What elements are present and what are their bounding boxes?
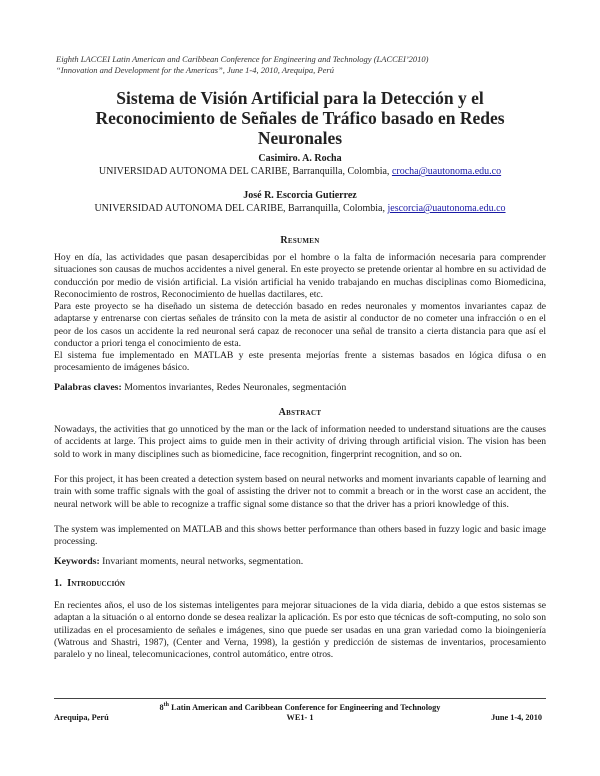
section-number: 1.: [54, 578, 62, 589]
header-theme: “Innovation and Development for the Americas”, June 1-4, 2010, Arequipa, Perú: [56, 65, 334, 75]
abstract-heading: [40, 407, 560, 418]
resumen-paragraph-3: El sistema fue implementado en MATLAB y este presenta mejorías frente a sistemas basados en lógica difusa o en procesamiento de imágenes básico.: [54, 350, 546, 374]
footer-divider: [54, 698, 546, 699]
footer-conference: [0, 702, 600, 712]
section-1-paragraph: En recientes años, el uso de los sistemas inteligentes para mejorar situaciones de la vida diaria, debido a que estos sistemas se adaptan a la situación o al entorno donde se desea realizar la aplicación. Es por esto que técnicas de soft-computing, no solo son utilizadas en el procesamiento de señales e imágenes, sino que puede ser usadas en una gran variedad como la bioingeniería (Watrous and Shastri, 1987), (Center and Verna, 1998), la gestión y predicción de sistemas de inventarios, procesamiento paralelo y no lineal, telecomunicaciones, control automático, entre otros.: [54, 600, 546, 661]
abstract-paragraph-1: Nowadays, the activities that go unnoticed by the man or the lack of information needed to understand situations are the causes of accidents at large. This project aims to guide men in their activity of driving through artificial vision. The vision has been sold to work in many disciplines such as biomedicine, face recognition, fingerprint recognition, and so on.: [54, 424, 546, 460]
footer-page-id: WE1- 1: [286, 713, 314, 722]
author-name: Casimiro. A. Rocha: [258, 153, 342, 164]
abstract-paragraph-3: The system was implemented on MATLAB and this shows better performance than others based in fuzzy logic and basic image processing.: [54, 524, 546, 548]
resumen-heading-text: Resumen: [280, 235, 320, 246]
abstract-heading-text: Abstract: [278, 407, 322, 418]
resumen-paragraph-1: Hoy en día, las actividades que pasan desapercibidas por el hombre o la falta de información necesaria para comprender situaciones son causas de muchos accidentes a nivel general. En este proyecto se pretende orientar al hombre en su actividad de conducción por medio de visión artificial. La visión artificial ha venido trabajando en muchas disciplinas como Biomedicina, Reconocimiento de rostros, Reconocimiento de huellas dactilares, etc.: [54, 252, 546, 300]
author-name: José R. Escorcia Gutierrez: [243, 190, 357, 201]
author-email-link[interactable]: jescorcia@uautonoma.edu.co: [387, 203, 506, 214]
section-1-heading: [54, 578, 125, 589]
header-conference: Eighth LACCEI Latin American and Caribbean Conference for Engineering and Technology (LACCEI’2010): [56, 54, 429, 64]
abstract-keywords: [54, 556, 546, 568]
keywords-label: Keywords:: [54, 556, 100, 567]
author-email-link[interactable]: crocha@uautonoma.edu.co: [391, 166, 502, 177]
footer-ordinal: 8: [159, 702, 164, 712]
author-block-1: [40, 152, 560, 178]
section-title: Introducción: [67, 578, 125, 589]
abstract-paragraph-2: For this project, it has been created a detection system based on neural networks and moment invariants capable of learning and train with some traffic signals with the goal of assisting the driver not to commit a breach or in the worst case an accident, the neural network will be able to recognize a traffic signal some distance so that the driver has a priori knowledge of this.: [54, 474, 546, 510]
footer-conference-name: Latin American and Caribbean Conference for Engineering and Technology: [171, 702, 441, 712]
paper-title: Sistema de Visión Artificial para la Detección y el Reconocimiento de Señales de Tráfico basado en Redes Neuronales: [95, 88, 505, 148]
keywords-label: Palabras claves:: [54, 382, 122, 393]
author-block-2: [40, 189, 560, 215]
resumen-heading: [40, 235, 560, 246]
footer-date: June 1-4, 2010: [491, 713, 542, 722]
resumen-paragraph-2: Para este proyecto se ha diseñado un sistema de detección basado en redes neuronales y momentos invariantes capaz de adaptarse y entrenarse con ciertas señales de tránsito con la meta de asistir al conductor de no cometer una infracción o en el peor de los casos un accidente la red neuronal será capaz de reconocer una señal de transito a cierta distancia para que así el conductor a priori tenga el conocimiento de esta.: [54, 301, 546, 349]
keywords-text: Momentos invariantes, Redes Neuronales, segmentación: [124, 382, 347, 393]
author-affiliation: UNIVERSIDAD AUTONOMA DEL CARIBE, Barranquilla, Colombia,: [94, 203, 385, 214]
running-header: [56, 54, 428, 76]
keywords-text: Invariant moments, neural networks, segmentation.: [102, 556, 304, 567]
footer-location: Arequipa, Perú: [54, 713, 109, 722]
author-affiliation: UNIVERSIDAD AUTONOMA DEL CARIBE, Barranquilla, Colombia,: [98, 166, 390, 177]
footer-ordinal-suffix: th: [163, 702, 170, 708]
resumen-keywords: [54, 382, 546, 394]
